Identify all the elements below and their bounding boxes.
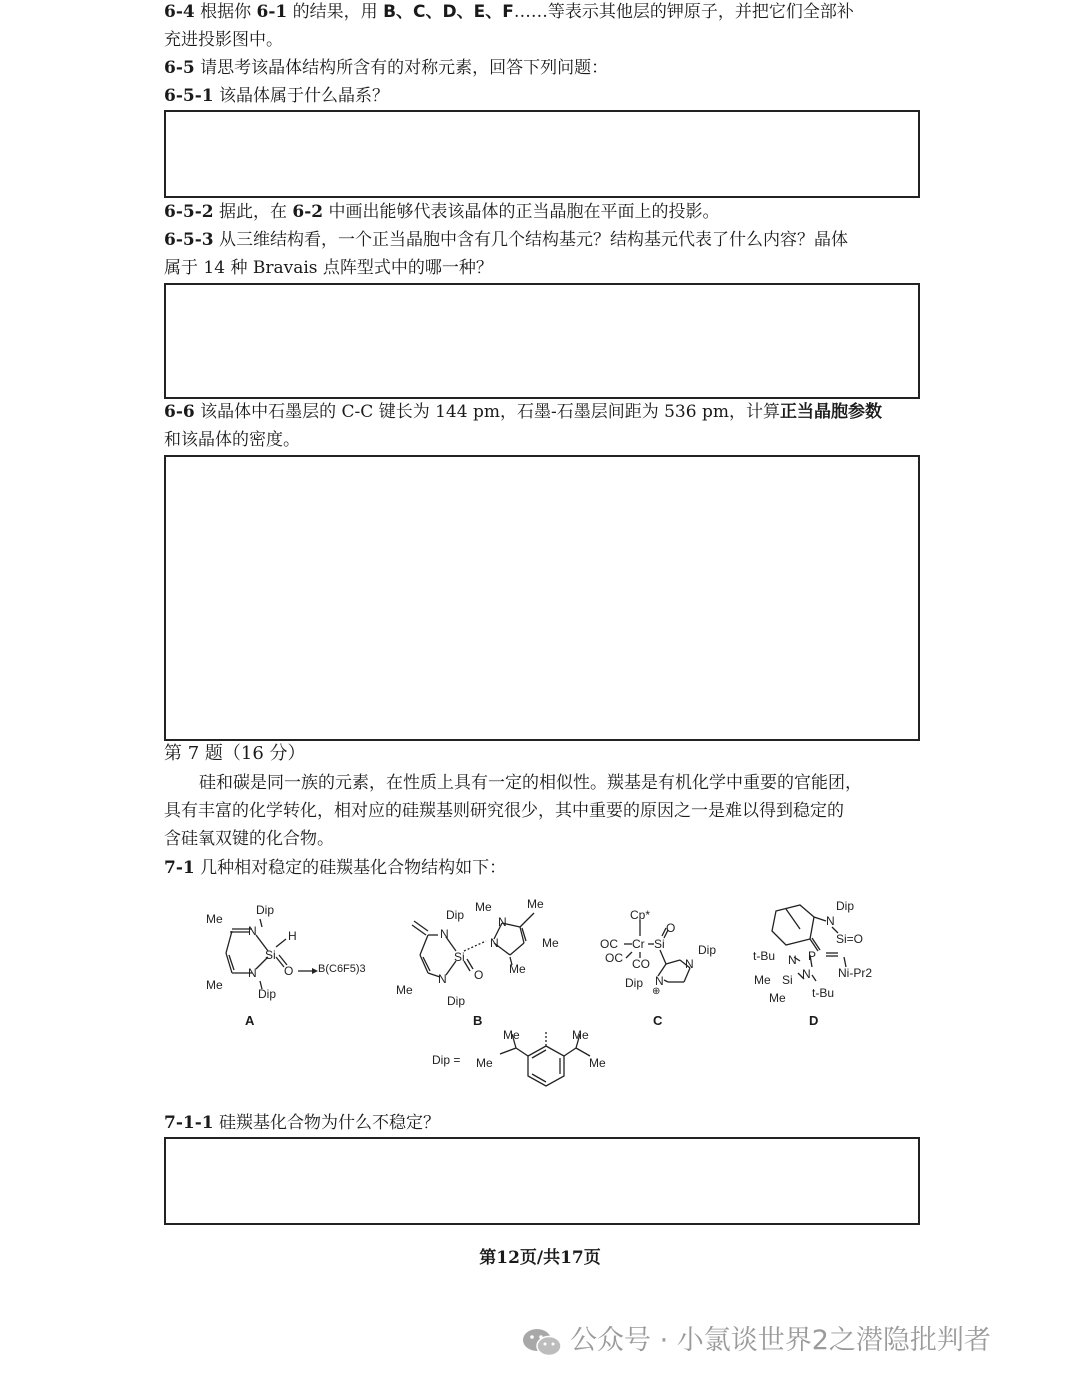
question-text: 根据你 <box>194 2 257 22</box>
atom-label: Cr <box>632 937 645 951</box>
question-label: 6-5 <box>164 58 195 78</box>
atom-label: Me <box>475 900 492 914</box>
question-text: 中画出能够代表该晶体的正当晶胞在平面上的投影。 <box>323 202 720 222</box>
dip-label: Dip = <box>432 1053 461 1067</box>
atom-label: Ni-Pr2 <box>838 966 873 980</box>
atom-label: t-Bu <box>753 949 776 963</box>
atom-label: N <box>248 924 257 938</box>
question-6-4-line2: 充进投影图中。 <box>164 30 283 50</box>
atom-label: OC <box>605 951 623 965</box>
atom-label: N <box>788 953 797 967</box>
atom-label: O <box>474 968 484 982</box>
watermark <box>520 1318 991 1358</box>
atom-label: Me <box>206 912 223 926</box>
question-6-5-3-line2: 属于 14 种 Bravais 点阵型式中的哪一种？ <box>164 258 493 278</box>
atom-label: O <box>666 921 676 935</box>
atom-label: CO <box>632 957 650 971</box>
question-label: 6-5-1 <box>164 86 214 106</box>
answer-box-6-5-1[interactable] <box>164 110 920 198</box>
question-text: 硅羰基化合物为什么不稳定？ <box>213 1113 441 1133</box>
answer-box-7-1-1[interactable] <box>164 1137 920 1225</box>
question-emphasis: 正当晶胞参数 <box>779 402 882 422</box>
question-label: 6-5-2 <box>164 202 214 222</box>
atom-label: B(C6F5)3 <box>318 963 366 975</box>
structure-label-c: C <box>653 1013 663 1028</box>
question-text: ……等表示其他层的钾原子，并把它们全部补 <box>513 2 854 22</box>
question-ref: 6-2 <box>292 202 324 222</box>
atom-label: ⊕ <box>652 986 661 997</box>
atom-label: OC <box>600 937 618 951</box>
atom-label: Dip <box>836 899 855 913</box>
watermark-text: 公众号 · 小氯谈世界2之潜隐批判者 <box>570 1325 991 1356</box>
atom-label: Dip <box>698 943 717 957</box>
atom-label: N <box>655 974 664 988</box>
question-6-5-3 <box>164 228 848 252</box>
question-6-5-2 <box>164 200 720 224</box>
question-6-4 <box>164 0 854 24</box>
atom-label: Me <box>769 991 786 1005</box>
structure-label-a: A <box>245 1013 255 1028</box>
question-7-heading: 第 7 题（16 分） <box>164 743 306 764</box>
atom-label: Cp* <box>630 908 651 922</box>
atom-label: Me <box>476 1056 493 1070</box>
atom-label: Me <box>503 1028 520 1042</box>
question-label: 6-4 <box>164 2 195 22</box>
atom-label: Dip <box>446 908 465 922</box>
atom-label: N <box>685 957 694 971</box>
question-text: 该晶体属于什么晶系？ <box>213 86 390 106</box>
atom-label: Me <box>542 936 559 950</box>
question-6-6-line2: 和该晶体的密度。 <box>164 430 300 450</box>
page-number: 第12页/共17页 <box>479 1248 601 1268</box>
atom-label: Dip <box>258 987 277 1001</box>
atom-label: Me <box>509 962 526 976</box>
question-text: 据此，在 <box>213 202 293 222</box>
atom-label: H <box>288 929 297 943</box>
question-text: 几种相对稳定的硅羰基化合物结构如下： <box>194 858 507 878</box>
atom-label: Si <box>454 950 465 964</box>
atom-label: N <box>438 972 447 986</box>
atom-label: Dip <box>447 994 466 1008</box>
question-7-1-1 <box>164 1111 440 1135</box>
question-7-1 <box>164 856 506 880</box>
atom-label: Si <box>782 973 793 987</box>
question-label: 7-1-1 <box>164 1113 214 1133</box>
letters: B、C、D、E、F <box>383 2 514 22</box>
question-7-para-line3: 含硅氧双键的化合物。 <box>164 829 334 849</box>
atom-label: Me <box>589 1056 606 1070</box>
answer-box-6-5-3[interactable] <box>164 283 920 399</box>
atom-label: Si <box>654 937 665 951</box>
question-text: 从三维结构看，一个正当晶胞中含有几个结构基元？结构基元代表了什么内容？晶体 <box>213 230 849 250</box>
atom-label: Me <box>572 1028 589 1042</box>
question-6-5 <box>164 56 608 80</box>
question-6-6 <box>164 400 882 424</box>
atom-label: O <box>284 964 294 978</box>
structure-label-b: B <box>473 1013 483 1028</box>
atom-label: t-Bu <box>812 986 835 1000</box>
question-ref: 6-1 <box>256 2 288 22</box>
question-label: 7-1 <box>164 858 195 878</box>
atom-label: Si=O <box>836 932 864 946</box>
structure-a-drawing <box>200 895 380 1005</box>
wechat-icon <box>520 1326 564 1358</box>
structure-label-d: D <box>809 1013 819 1028</box>
atom-label: N <box>826 914 835 928</box>
atom-label: N <box>498 915 507 929</box>
question-label: 6-6 <box>164 402 195 422</box>
atom-label: Me <box>396 983 413 997</box>
atom-label: Dip <box>256 903 275 917</box>
question-text: 请思考该晶体结构所含有的对称元素，回答下列问题： <box>194 58 609 78</box>
atom-label: Si <box>265 948 276 962</box>
question-6-5-1 <box>164 84 389 108</box>
atom-label: P <box>808 949 817 963</box>
atom-label: Me <box>527 897 544 911</box>
question-label: 6-5-3 <box>164 230 214 250</box>
answer-box-6-6[interactable] <box>164 455 920 741</box>
question-7-para-line2: 具有丰富的化学转化，相对应的硅羰基则研究很少，其中重要的原因之一是难以得到稳定的 <box>164 801 844 821</box>
atom-label: Dip <box>625 976 644 990</box>
atom-label: N <box>490 936 499 950</box>
atom-label: Me <box>754 973 771 987</box>
question-text: 该晶体中石墨层的 C-C 键长为 144 pm，石墨-石墨层间距为 536 pm，计算 <box>194 402 780 422</box>
atom-label: N <box>248 966 257 980</box>
atom-label: N <box>802 967 811 981</box>
question-text: 的结果，用 <box>287 2 384 22</box>
question-7-para-line1: 硅和碳是同一族的元素，在性质上具有一定的相似性。羰基是有机化学中重要的官能团， <box>199 773 862 793</box>
atom-label: Me <box>206 978 223 992</box>
atom-label: N <box>440 927 449 941</box>
